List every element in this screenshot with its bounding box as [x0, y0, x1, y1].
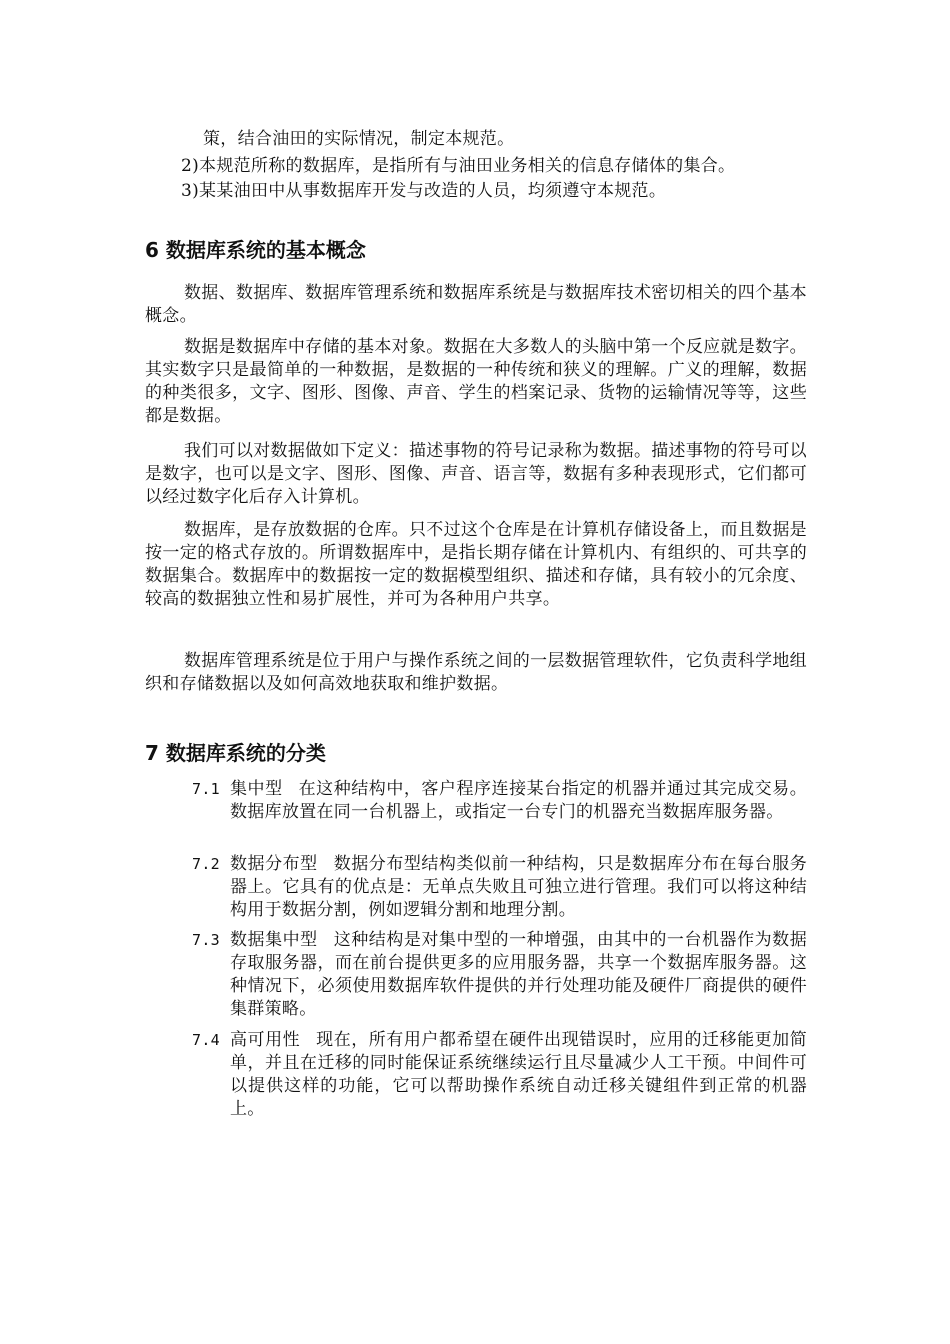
list-item-7-1: [192, 778, 807, 824]
list-item-number: 7.4: [192, 1031, 220, 1049]
list-item-term: 集中型: [230, 779, 283, 799]
list-item-body: [230, 778, 807, 824]
list-item-text: 数据分布型结构类似前一种结构，只是数据库分布在每台服务器上。它具有的优点是：无单点失败且可独立进行管理。我们可以将这种结构用于数据分割，例如逻辑分割和地理分割。: [230, 854, 808, 920]
list-item-text: 这种结构是对集中型的一种增强，由其中的一台机器作为数据存取服务器，而在前台提供更多的应用服务器，共享一个数据库服务器。这种情况下，必须使用数据库软件提供的并行处理功能及硬件厂商提供的硬件集群策略。: [230, 930, 808, 1019]
section-6-heading: 6 数据库系统的基本概念: [145, 238, 366, 262]
section-6-paragraph-4: 数据库，是存放数据的仓库。只不过这个仓库是在计算机存储设备上，而且数据是按一定的格式存放的。所谓数据库中，是指长期存储在计算机内、有组织的、可共享的数据集合。数据库中的数据按一定的数据模型组织、描述和存储，具有较小的冗余度、较高的数据独立性和易扩展性，并可为各种用户共享。: [145, 520, 807, 609]
list-item-number: 7.3: [192, 931, 220, 949]
list-item-body: [230, 853, 807, 922]
list-item-term: 数据集中型: [230, 930, 318, 950]
list-item-body: [230, 929, 807, 1021]
list-item-7-3: [192, 929, 807, 1021]
list-item-number: 7.2: [192, 855, 220, 873]
list-item-term: 数据分布型: [230, 854, 318, 874]
list-item-number: 7.1: [192, 780, 220, 798]
section-6-paragraph-2: 数据是数据库中存储的基本对象。数据在大多数人的头脑中第一个反应就是数字。其实数字只是最简单的一种数据，是数据的一种传统和狭义的理解。广义的理解，数据的种类很多，文字、图形、图像、声音、学生的档案记录、货物的运输情况等等，这些都是数据。: [145, 337, 807, 426]
section-6-paragraph-5: 数据库管理系统是位于用户与操作系统之间的一层数据管理软件，它负责科学地组织和存储数据以及如何高效地获取和维护数据。: [145, 651, 807, 694]
list-item-body: [230, 1029, 807, 1121]
intro-line-3: 3)某某油田中从事数据库开发与改造的人员，均须遵守本规范。: [181, 181, 667, 201]
intro-line-1: 策，结合油田的实际情况，制定本规范。: [203, 129, 515, 149]
list-item-text: 在这种结构中，客户程序连接某台指定的机器并通过其完成交易。数据库放置在同一台机器上，或指定一台专门的机器充当数据库服务器。: [230, 779, 807, 822]
section-6-paragraph-3: 我们可以对数据做如下定义：描述事物的符号记录称为数据。描述事物的符号可以是数字，也可以是文字、图形、图像、声音、语言等，数据有多种表现形式，它们都可以经过数字化后存入计算机。: [145, 441, 807, 507]
list-item-text: 现在，所有用户都希望在硬件出现错误时，应用的迁移能更加简单，并且在迁移的同时能保证系统继续运行且尽量减少人工干预。中间件可以提供这样的功能，它可以帮助操作系统自动迁移关键组件到正常的机器上。: [230, 1030, 807, 1119]
section-7-heading: 7 数据库系统的分类: [145, 741, 326, 765]
list-item-7-4: [192, 1029, 807, 1121]
section-6-paragraph-1: 数据、数据库、数据库管理系统和数据库系统是与数据库技术密切相关的四个基本概念。: [145, 283, 807, 326]
list-item-term: 高可用性: [230, 1030, 301, 1050]
list-item-7-2: [192, 853, 807, 922]
intro-line-2: 2)本规范所称的数据库，是指所有与油田业务相关的信息存储体的集合。: [181, 156, 736, 176]
